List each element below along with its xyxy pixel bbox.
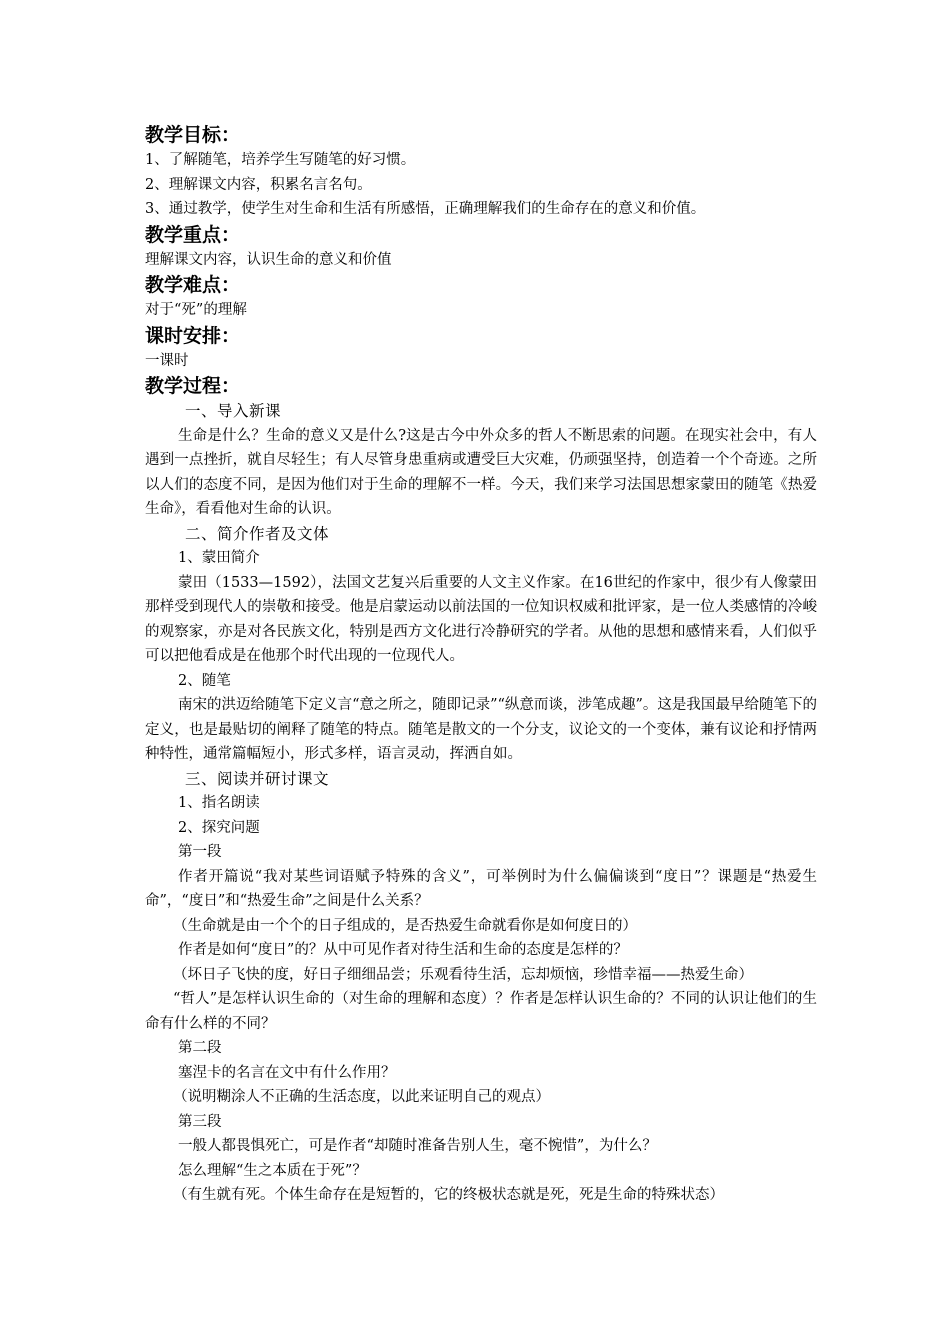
question-2: 作者是如何“度日”的？从中可见作者对待生活和生命的态度是怎样的？ (178, 942, 628, 958)
subheading-essay: 2、随笔 (178, 672, 231, 689)
question-4: 塞涅卡的名言在文中有什么作用？ (178, 1064, 396, 1081)
document-page (145, 122, 817, 1208)
paragraph-label-2: 第二段 (178, 1040, 222, 1056)
intro-paragraph: 生命是什么？生命的意义又是什么?这是古今中外众多的哲人不断思索的问题。在现实社会中，有人遇到一点挫折，就自尽轻生；有人尽管身患重病或遭受巨大灾难，仍顽强坚持，创造着一个个奇迹。之所以人们的态度不同，是因为他们对于生命的理解不一样。今天，我们来学习法国思想家蒙田的随笔《热爱生命》，看看他对生命的认识。 (145, 427, 817, 517)
subheading-montaigne: 1、蒙田简介 (178, 550, 260, 566)
answer-1: （生命就是由一个个的日子组成的，是否热爱生命就看你是如何度日的） (173, 917, 637, 934)
schedule-heading: 课时安排： (145, 324, 241, 347)
keypoints-heading: 教学重点： (145, 223, 241, 246)
paragraph-label-1: 第一段 (178, 844, 222, 860)
answer-2: （坏日子飞快的度，好日子细细品尝；乐观看待生活，忘却烦恼，珍惜幸福——热爱生命） (173, 966, 753, 983)
question-6: 怎么理解“生之本质在于死”？ (178, 1162, 367, 1179)
subheading-reading-aloud: 1、指名朗读 (178, 795, 260, 811)
essay-paragraph: 南宋的洪迈给随笔下定义言“意之所之，随即记录”“纵意而谈，涉笔成趣”。这是我国最早给随笔下的定义，也是最贴切的阐释了随笔的特点。随笔是散文的一个分支，议论文的一个变体，兼有议论和抒情两种特性，通常篇幅短小，形式多样，语言灵动，挥洒自如。 (145, 697, 817, 762)
goal-item: 1、了解随笔，培养学生写随笔的好习惯。 (145, 152, 416, 168)
answer-6: （有生就有死。个体生命存在是短暂的，它的终极状态就是死，死是生命的特殊状态） (173, 1187, 724, 1203)
goals-heading: 教学目标： (145, 124, 241, 146)
section-title-intro: 一、导入新课 (185, 402, 282, 420)
schedule-text: 一课时 (145, 352, 189, 369)
goal-item: 3、通过教学，使学生对生命和生活有所感悟，正确理解我们的生命存在的意义和价值。 (145, 201, 706, 217)
difficulty-text: 对于“死”的理解 (145, 302, 247, 318)
question-1: 作者开篇说“我对某些词语赋予特殊的含义”，可举例时为什么偏偏谈到“度日”？课题是“热爱生命”，“度日”和“热爱生命”之间是什么关系？ (145, 868, 817, 909)
question-3: “哲人”是怎样认识生命的（对生命的理解和态度）？作者是怎样认识生命的？不同的认识让他们的生命有什么样的不同？ (145, 991, 817, 1032)
answer-4: （说明糊涂人不正确的生活态度，以此来证明自己的观点） (173, 1089, 550, 1105)
section-title-author: 二、简介作者及文体 (185, 524, 330, 543)
keypoints-text: 理解课文内容，认识生命的意义和价值 (145, 251, 392, 268)
difficulty-heading: 教学难点： (145, 274, 241, 296)
montaigne-paragraph: 蒙田（1533—1592），法国文艺复兴后重要的人文主义作家。在16世纪的作家中，很少有人像蒙田那样受到现代人的崇敬和接受。他是启蒙运动以前法国的一位知识权威和批评家，是一位人类感情的冷峻的观察家，亦是对各民族文化，特别是西方文化进行冷静研究的学者。从他的思想和感情来看，人们似乎可以把他看成是在他那个时代出现的一位现代人。 (145, 574, 817, 664)
goal-item: 2、理解课文内容，积累名言名句。 (145, 176, 372, 193)
question-5: 一般人都畏惧死亡，可是作者“却随时准备告别人生，毫不惋惜”，为什么？ (178, 1138, 657, 1154)
section-title-reading: 三、阅读并研讨课文 (185, 769, 330, 788)
paragraph-label-3: 第三段 (178, 1113, 222, 1130)
subheading-questions: 2、探究问题 (178, 819, 260, 836)
process-heading: 教学过程： (145, 375, 241, 397)
